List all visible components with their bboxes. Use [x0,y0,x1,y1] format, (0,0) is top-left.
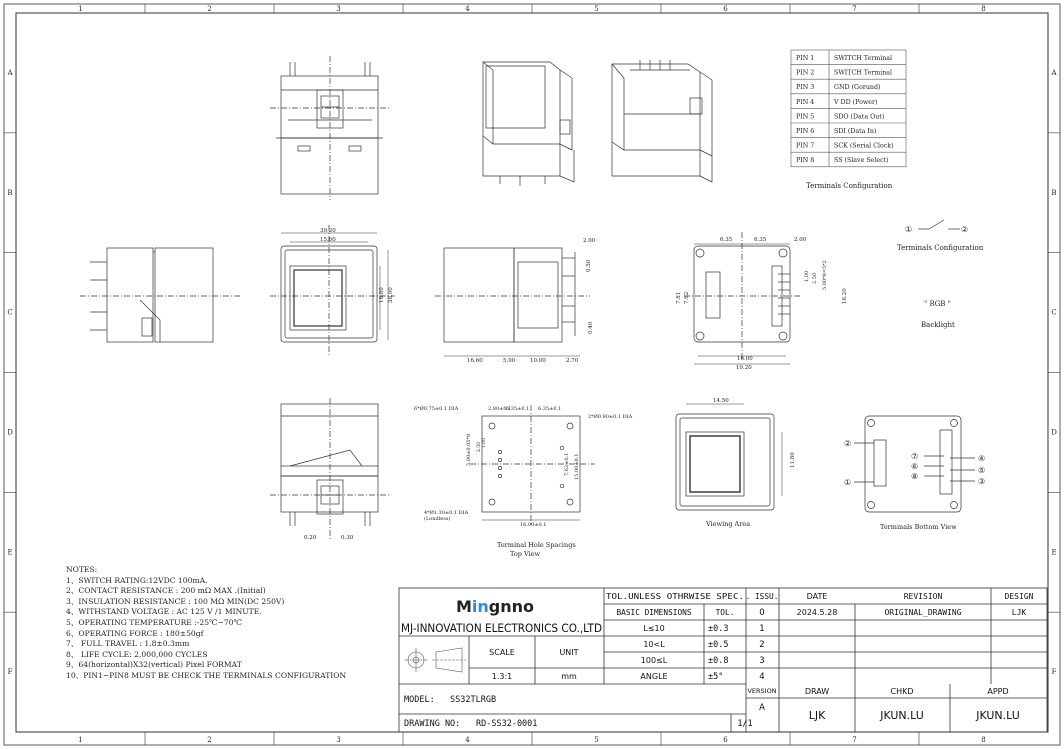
col-label-top: 8 [981,5,986,13]
row-label-right: D [1051,428,1057,437]
col-label-bottom: 2 [207,736,212,744]
pin-number: PIN 1 [796,55,815,62]
switch-pin2-label: ② [961,225,969,234]
dim-1660: 16.60 [467,358,483,364]
tol-header: TOL.UNLESS OTHRWISE SPEC. [606,592,744,601]
bottom-view-label: Terminals Bottom View [880,523,957,531]
dim-3800: 38.00 [388,287,394,303]
logo: Mingnno [456,597,535,616]
tol-range: 10<L [643,640,665,649]
hole-dim-1600: 16.00±0.1 [520,522,547,528]
note-line: 2、CONTACT RESISTANCE : 200 mΩ MAX .(Initial) [66,586,266,596]
version-value: A [759,703,765,713]
drawing-no-value: RD-SS32-0001 [476,719,538,729]
col-label-bottom: 5 [594,736,599,744]
row-label-right: C [1051,308,1057,317]
dim-5008: 5.00*8=5*2 [822,260,828,290]
dim-1600: 16.00 [737,356,753,362]
dim-762: 7.62 [684,291,690,304]
date-value: 2024.5.28 [796,608,838,617]
hole-spacing-caption-2: Top View [510,550,541,558]
dim-020: 0.20 [304,535,317,541]
dim-250: 2.50 [812,272,818,284]
note-line: 9、64(horizontal)X32(vertical) Pixel FORMAT [66,660,242,670]
dim-635b: 6.35 [754,237,767,243]
draw-label: DRAW [804,687,830,696]
iso-view-back [612,60,712,182]
col-label-top: 5 [594,5,599,13]
appd-value: JKUN.LU [976,709,1020,722]
note-line: 7、 FULL TRAVEL : 1.8±0.3mm [66,639,190,649]
hole-dim-bottomleft-1: 4*Ø1.30±0.1 DIA [424,510,469,516]
switch-symbol [918,220,960,229]
dim-050: 0.50 [586,259,592,272]
row-label-left: E [7,548,13,557]
note-line: 3、INSULATION RESISTANCE : 100 MΩ MIN(DC 250V) [66,596,285,606]
dim-200b: 2.00 [794,237,807,243]
revision-value: ORIGINAL_DRAWING [884,608,962,617]
note-line: 4、WITHSTAND VOLTAGE : AC 125 V /1 MINUTE. [66,607,262,617]
pin-number: PIN 8 [796,157,815,165]
bv-7: ⑦ [911,452,919,461]
left-side-view [80,248,240,342]
va-dim-1180: 11.80 [790,452,796,468]
col-label-bottom: 3 [336,736,341,744]
tol-range: 100≤L [640,656,668,665]
projection-symbol-icon [404,648,466,672]
rgb-label: " RGB " [924,300,951,308]
issu-value: 3 [759,656,765,666]
hole-dim-100: 1.00 [482,437,487,448]
version-label: VERSION [747,687,777,695]
pin-function: SDO (Data Out) [834,113,885,121]
bv-8: ⑧ [911,472,919,481]
hole-dim-280: 2.80±0.1 [488,406,512,412]
iso-view-front [483,62,574,186]
row-label-left: D [7,428,13,437]
tol-value: ±0.8 [708,656,729,666]
pin-function: SWITCH Terminal [834,69,893,77]
pin-function: SWITCH Terminal [834,55,893,62]
backlight-label: Backlight [921,321,955,329]
dim-040: 0.40 [588,321,594,334]
scale-value: 1.3:1 [491,672,513,681]
pin-function: SDI (Data In) [834,128,877,135]
viewing-area-view [676,404,782,510]
col-label-top: 2 [207,5,212,13]
tol-range: ANGLE [640,672,668,681]
row-label-left: F [7,668,13,677]
row-label-right: B [1051,188,1057,197]
pin-number: PIN 3 [796,84,815,92]
row-label-right: A [1051,68,1057,77]
tol-value: ±0.5 [708,640,729,650]
issu-value: 2 [759,640,765,650]
row-label-left: C [7,308,13,317]
front-view [270,225,395,355]
issu-label: . ISSU. [745,592,779,601]
bv-2: ② [844,439,852,448]
dim-030: 0.30 [341,535,354,541]
dim-500: 5.00 [503,358,516,364]
dim-1880: 18.80 [379,287,385,303]
page-number: 1/1 [737,719,753,729]
col-label-top: 1 [78,5,83,13]
dim-1560: 15.60 [320,237,336,243]
hole-dim-762: 7.62±0.1 [564,452,570,476]
va-dim-1450: 14.50 [713,398,729,404]
pin-function: SCK (Serial Clock) [834,142,894,150]
chkd-value: JKUN.LU [880,709,924,722]
col-label-top: 6 [723,5,728,13]
chkd-label: CHKD [890,687,914,696]
company-name: MJ-INNOVATION ELECTRONICS CO.,LTD [401,621,603,635]
scale-label: SCALE [489,648,515,657]
terminals-config-label: Terminals Configuration [806,182,893,190]
pin-number: PIN 5 [796,113,815,121]
dim-100: 1.00 [804,270,810,282]
col-label-bottom: 1 [78,736,83,744]
col-label-top: 7 [852,5,857,13]
col-label-top: 4 [465,5,470,13]
dim-200a: 2.00 [583,238,596,244]
unit-label: UNIT [559,648,579,657]
note-line: 1、SWITCH RATING:12VDC 100mA. [66,575,208,585]
pin-function: SS (Slave Select) [834,157,889,165]
pin-number: PIN 6 [796,128,815,135]
viewing-area-label: Viewing Area [706,520,751,528]
notes-block [66,565,346,682]
note-line: 5、OPERATING TEMPERATURE :-25℃~70℃ [66,617,243,627]
date-label: DATE [806,592,828,601]
dim-1000: 10.00 [530,358,546,364]
model-label: MODEL: [404,695,435,705]
issu-value: 1 [759,624,765,634]
col-label-bottom: 4 [465,736,470,744]
hole-dim-5008: 5.00±0.05*8 [466,433,472,466]
revision-label: REVISION [903,592,943,601]
note-line: 10、PIN1~PIN8 MUST BE CHECK THE TERMINALS CONFIGURATION [66,670,347,680]
design-value: LJK [1011,608,1027,617]
appd-label: APPD [987,687,1009,696]
hole-dim-bottomleft-2: (Londless) [424,516,451,522]
pin-number: PIN 4 [796,98,815,106]
pin-number: PIN 2 [796,69,815,77]
bv-4: ④ [978,454,986,463]
draw-value: LJK [808,709,826,722]
pin-number: PIN 7 [796,142,815,150]
basic-dimensions-label: BASIC DIMENSIONS [616,608,692,617]
hole-dim-635b: 6.35±0.1 [538,406,562,412]
col-label-bottom: 7 [852,736,857,744]
hole-spacing-caption-1: Terminal Hole Spacings [497,541,576,549]
design-label: DESIGN [1004,592,1034,601]
notes-heading: NOTES: [66,565,98,574]
issu-value: 0 [759,608,765,618]
lower-side-view [270,398,390,540]
dim-270: 2.70 [566,358,579,364]
dim-635a: 6.35 [720,237,733,243]
drawing-no-label: DRAWING NO: [404,719,461,729]
dim-3920: 39.20 [320,228,336,234]
dim-781: 7.81 [676,291,682,304]
model-value: SS32TLRGB [450,695,497,705]
dim-1920: 19.20 [736,365,752,371]
tol-value: ±0.3 [708,624,729,634]
bv-3: ③ [978,477,986,486]
row-label-right: E [1051,548,1057,557]
right-side-view [435,248,590,356]
note-line: 8、 LIFE CYCLE: 2,000,000 CYCLES [66,649,208,659]
col-label-top: 3 [336,5,341,13]
row-label-left: A [7,68,13,77]
tol-range: L≤10 [643,624,665,633]
dim-1620: 16.20 [842,288,848,304]
switch-pin1-label: ① [905,225,913,234]
col-label-bottom: 6 [723,736,728,744]
unit-value: mm [561,672,577,681]
pin-function: V DD (Power) [834,98,878,106]
pin-function: GND (Gorund) [834,84,881,92]
bv-6: ⑥ [911,462,919,471]
bv-5: ⑤ [978,466,986,475]
hole-dim-topleft: 6*Ø0.75±0.1 DIA [414,406,459,412]
hole-dim-topright: 2*Ø0.90±0.1 DIA [588,414,633,420]
pin-table [791,50,906,167]
issu-value: 4 [759,672,765,682]
rear-view [684,232,800,364]
col-label-bottom: 8 [981,736,986,744]
hole-dim-250: 2.50 [477,441,482,452]
row-label-left: B [7,188,13,197]
tol-label: TOL. [715,608,735,617]
top-side-view [270,56,390,200]
tol-value: ±5° [708,672,724,682]
bv-1: ① [844,478,852,487]
note-line: 6、OPERATING FORCE : 180±50gf [66,628,204,638]
hole-dim-635: 6.35±0.1 [506,406,530,412]
switch-config-label: Terminals Configuration [897,244,984,252]
row-label-right: F [1051,668,1057,677]
hole-dim-1500: 15.00±0.1 [574,453,580,480]
